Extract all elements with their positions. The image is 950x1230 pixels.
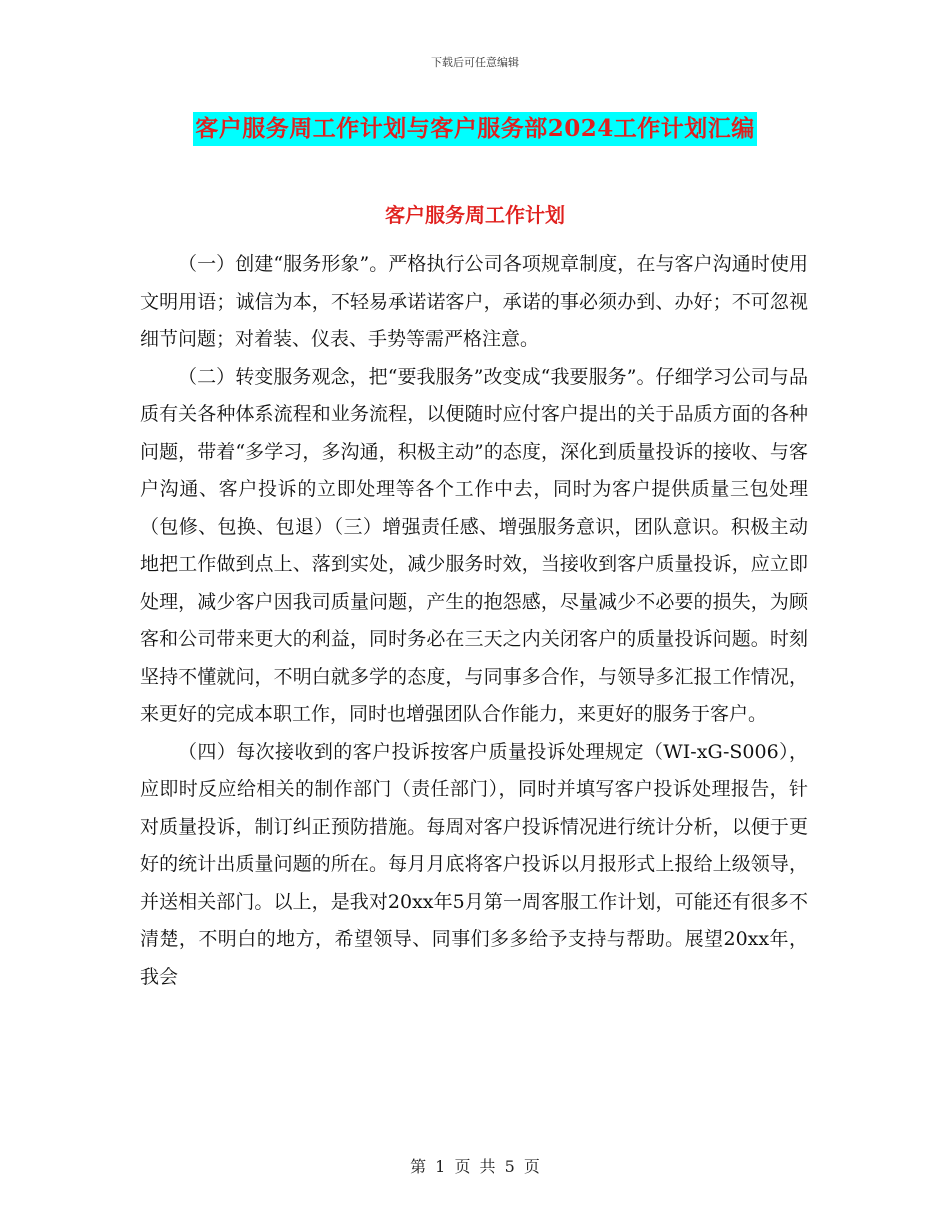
section-title: 客户服务周工作计划	[385, 203, 565, 227]
main-title: 客户服务周工作计划与客户服务部2024工作计划汇编	[193, 112, 757, 146]
header-note: 下载后可任意编辑	[431, 56, 519, 69]
paragraph-1: （一）创建“服务形象”。严格执行公司各项规章制度，在与客户沟通时使用文明用语；诚信为本，不轻易承诺诺客户，承诺的事必须办到、办好；不可忽视细节问题；对着装、仪表、手势等需严格注意。	[140, 253, 808, 350]
main-title-container	[0, 112, 950, 146]
paragraph-3: （四）每次接收到的客户投诉按客户质量投诉处理规定（WI-xG-S006），应即时反应给相关的制作部门（责任部门），同时并填写客户投诉处理报告，针对质量投诉，制订纠正预防措施。每周对客户投诉情况进行统计分析，以便于更好的统计出质量问题的所在。每月月底将客户投诉以月报形式上报给上级领导，并送相关部门。以上，是我对20xx年5月第一周客服工作计划，可能还有很多不清楚，不明白的地方，希望领导、同事们多多给予支持与帮助。展望20xx年，我会	[140, 740, 808, 988]
paragraph-2: （二）转变服务观念，把“要我服务”改变成“我要服务”。仔细学习公司与品质有关各种体系流程和业务流程，以便随时应付客户提出的关于品质方面的各种问题，带着“多学习，多沟通，积极主动”的态度，深化到质量投诉的接收、与客户沟通、客户投诉的立即处理等各个工作中去，同时为客户提供质量三包处理（包修、包换、包退）（三）增强责任感、增强服务意识，团队意识。积极主动地把工作做到点上、落到实处，减少服务时效，当接收到客户质量投诉，应立即处理，减少客户因我司质量问题，产生的抱怨感，尽量减少不必要的损失，为顾客和公司带来更大的利益，同时务必在三天之内关闭客户的质量投诉问题。时刻坚持不懂就问，不明白就多学的态度，与同事多合作，与领导多汇报工作情况，来更好的完成本职工作，同时也增强团队合作能力，来更好的服务于客户。	[140, 365, 808, 725]
page-footer: 第 1 页 共 5 页	[410, 1157, 540, 1176]
body-text	[140, 246, 808, 996]
